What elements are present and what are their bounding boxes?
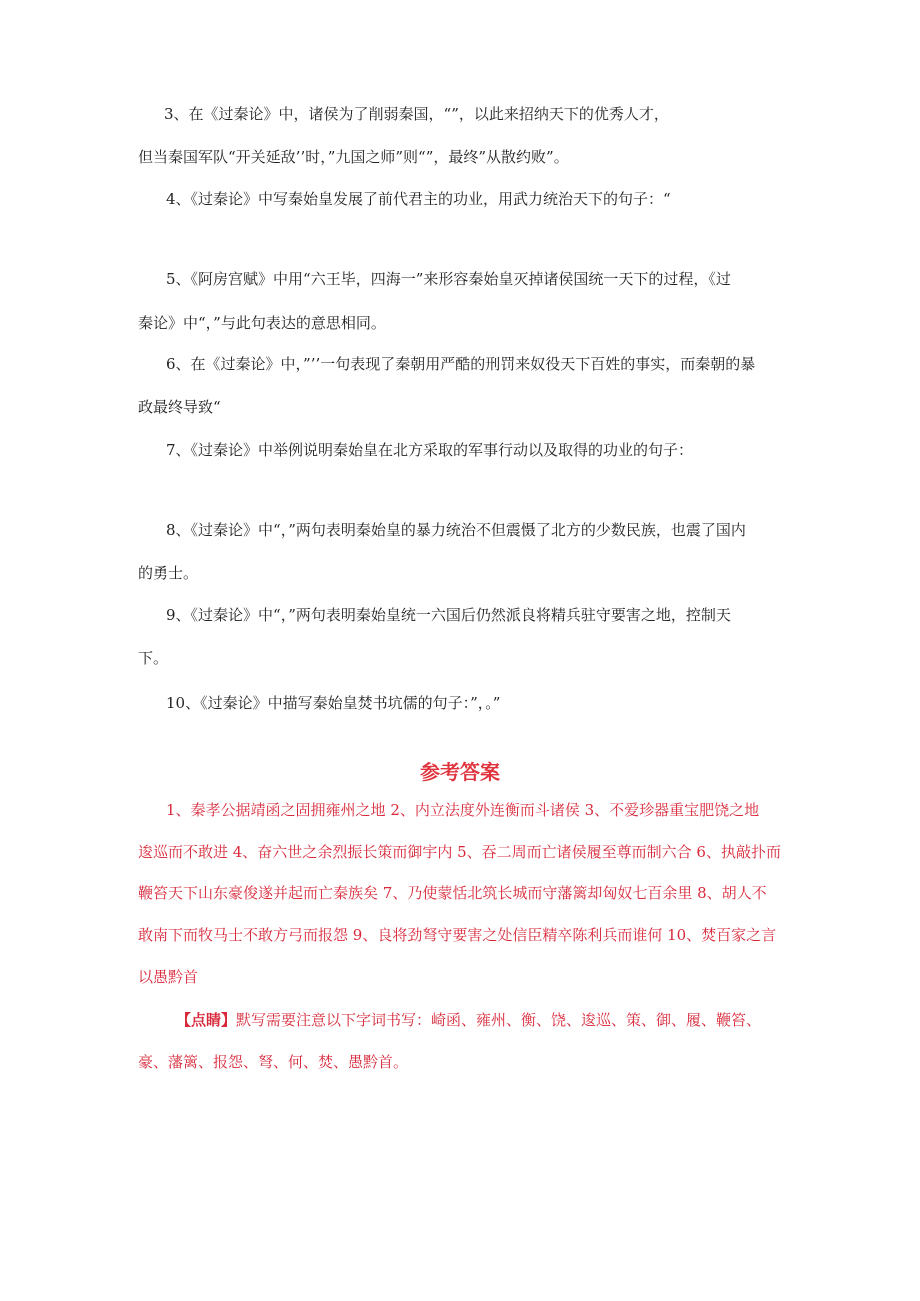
question-4-line-1: 4、《过秦论》中写秦始皇发展了前代君主的功业，用武力统治天下的句子：“	[166, 190, 671, 208]
question-9-line-2: 下。	[138, 649, 169, 667]
answer-line-4: 敢南下而牧马士不敢方弓而报怨 9、良将劲弩守要害之处信臣精卒陈利兵而谁何 10、焚百家之言	[138, 926, 777, 944]
highlight-note-line-2: 豪、藩篱、报怨、弩、何、焚、愚黔首。	[138, 1053, 409, 1071]
question-5-line-2: 秦论》中“，”与此句表达的意思相同。	[138, 314, 386, 332]
highlight-note-text: 默写需要注意以下字词书写：崎函、雍州、衡、饶、逡巡、策、御、履、鞭笞、	[236, 1011, 762, 1029]
question-10-line-1: 10、《过秦论》中描写秦始皇焚书坑儒的句子：”，。”	[166, 694, 501, 712]
answer-line-1: 1、秦孝公据靖函之固拥雍州之地 2、内立法度外连衡而斗诸侯 3、不爱珍器重宝肥饶之地	[166, 801, 760, 819]
question-5-line-1: 5、《阿房宫赋》中用“六王毕，四海一”来形容秦始皇灭掉诸侯国统一天下的过程，《过	[166, 270, 731, 288]
highlight-note-label: 【点睛】	[176, 1011, 237, 1029]
question-7-line-1: 7、《过秦论》中举例说明秦始皇在北方采取的军事行动以及取得的功业的句子：	[166, 441, 694, 459]
answer-line-3: 鞭笞天下山东豪俊遂并起而亡秦族矣 7、乃使蒙恬北筑长城而守藩篱却匈奴七百余里 8、胡人不	[138, 884, 767, 902]
answer-line-2: 逡巡而不敢进 4、奋六世之余烈振长策而御宇内 5、吞二周而亡诸侯履至尊而制六合 6、执敲扑而	[138, 843, 781, 861]
question-9-line-1: 9、《过秦论》中“，”两句表明秦始皇统一六国后仍然派良将精兵驻守要害之地，控制天	[166, 606, 731, 624]
question-3-line-2: 但当秦国军队“开关延敌’’时，”九国之师”则“”，最终”从散约败”。	[138, 148, 569, 166]
question-8-line-1: 8、《过秦论》中“，”两句表明秦始皇的暴力统治不但震慑了北方的少数民族，也震了国内	[166, 521, 746, 539]
answer-key-title: 参考答案	[420, 760, 500, 784]
question-3-line-1: 3、在《过秦论》中，诸侯为了削弱秦国，“”，以此来招纳天下的优秀人才，	[164, 105, 669, 123]
question-6-line-1: 6、在《过秦论》中，”’’一句表现了秦朝用严酷的刑罚来奴役天下百姓的事实，而秦朝的暴	[166, 355, 756, 373]
question-8-line-2: 的勇士。	[138, 564, 199, 582]
question-6-line-2: 政最终导致“	[138, 398, 221, 416]
highlight-note-line-1	[176, 1010, 761, 1030]
answer-line-5: 以愚黔首	[138, 968, 199, 986]
